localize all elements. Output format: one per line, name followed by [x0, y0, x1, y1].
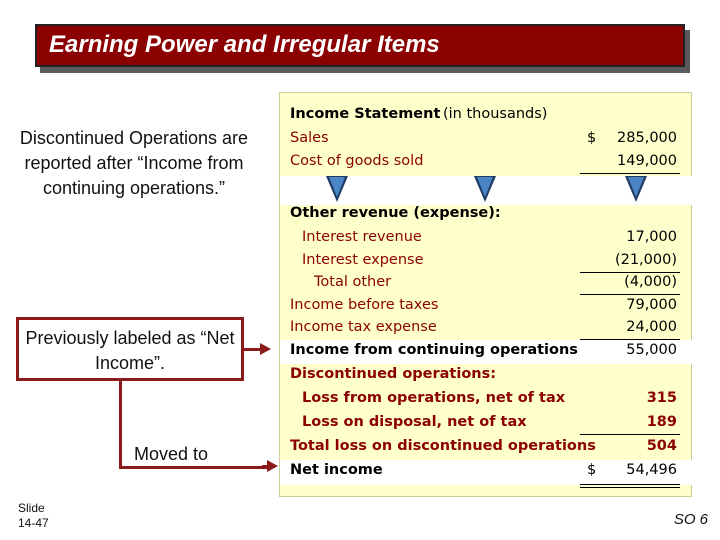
interest-expense-row	[280, 252, 693, 274]
statement-title: Income Statement	[290, 106, 441, 122]
down-triangle-icon	[326, 176, 348, 202]
net-income-currency: $	[587, 462, 597, 478]
total-loss-value: 504	[646, 438, 677, 454]
previously-labeled-text: Previously labeled as “Net Income”.	[25, 328, 235, 373]
cogs-value: 149,000	[617, 153, 677, 169]
slide-number-line2: 14-47	[18, 516, 49, 530]
slide-title: Earning Power and Irregular Items	[49, 31, 440, 58]
connector-vertical	[119, 381, 122, 468]
net-income-row	[280, 462, 693, 484]
interest-revenue-label: Interest revenue	[302, 229, 422, 245]
income-before-taxes-value: 79,000	[626, 297, 677, 313]
income-before-taxes-label: Income before taxes	[290, 297, 439, 313]
down-triangle-icon	[474, 176, 496, 202]
previously-labeled-note	[16, 317, 244, 381]
statement-title-row	[280, 106, 693, 128]
cogs-label: Cost of goods sold	[290, 153, 424, 169]
moved-to-label: Moved to	[134, 444, 209, 464]
loss-disposal-row	[280, 414, 693, 436]
cogs-row	[280, 153, 693, 175]
loss-disposal-label: Loss on disposal, net of tax	[302, 414, 527, 430]
sales-value: 285,000	[617, 130, 677, 146]
total-loss-label: Total loss on discontinued operations	[290, 438, 596, 454]
loss-operations-value: 315	[646, 390, 677, 406]
discontinued-note: Discontinued Operations are reported after “Income from continuing operations.”	[19, 128, 249, 198]
down-triangle-icon	[625, 176, 647, 202]
interest-revenue-row	[280, 229, 693, 251]
income-tax-row	[280, 319, 693, 341]
sales-label: Sales	[290, 130, 329, 146]
slide-number	[18, 501, 49, 531]
so-label: SO 6	[673, 511, 708, 528]
discontinued-header-row	[280, 366, 693, 388]
continuing-ops-value: 55,000	[626, 342, 677, 358]
loss-operations-label: Loss from operations, net of tax	[302, 390, 566, 406]
interest-expense-value: (21,000)	[614, 252, 677, 268]
income-tax-value: 24,000	[626, 319, 677, 335]
continuing-ops-row	[280, 342, 693, 364]
net-income-value: 54,496	[626, 462, 677, 478]
other-header: Other revenue (expense):	[290, 205, 501, 221]
total-other-label: Total other	[314, 274, 392, 290]
income-tax-label: Income tax expense	[290, 319, 437, 335]
continuing-ops-label: Income from continuing operations	[290, 342, 578, 358]
discontinued-header: Discontinued operations:	[290, 366, 497, 382]
slide-number-line1: Slide	[18, 501, 45, 515]
interest-expense-label: Interest expense	[302, 252, 424, 268]
interest-revenue-value: 17,000	[626, 229, 677, 245]
statement-unit: (in thousands)	[443, 106, 548, 122]
currency-symbol: $	[587, 130, 597, 146]
loss-disposal-value: 189	[646, 414, 677, 430]
title-banner	[35, 24, 685, 67]
income-statement-panel	[279, 92, 692, 497]
total-other-row	[280, 274, 693, 296]
sales-row	[280, 130, 693, 152]
total-other-value: (4,000)	[624, 274, 677, 290]
connector-horizontal	[119, 466, 269, 469]
total-loss-row	[280, 438, 693, 460]
loss-operations-row	[280, 390, 693, 412]
net-income-label: Net income	[290, 462, 383, 478]
income-before-taxes-row	[280, 297, 693, 319]
other-header-row	[280, 205, 693, 227]
